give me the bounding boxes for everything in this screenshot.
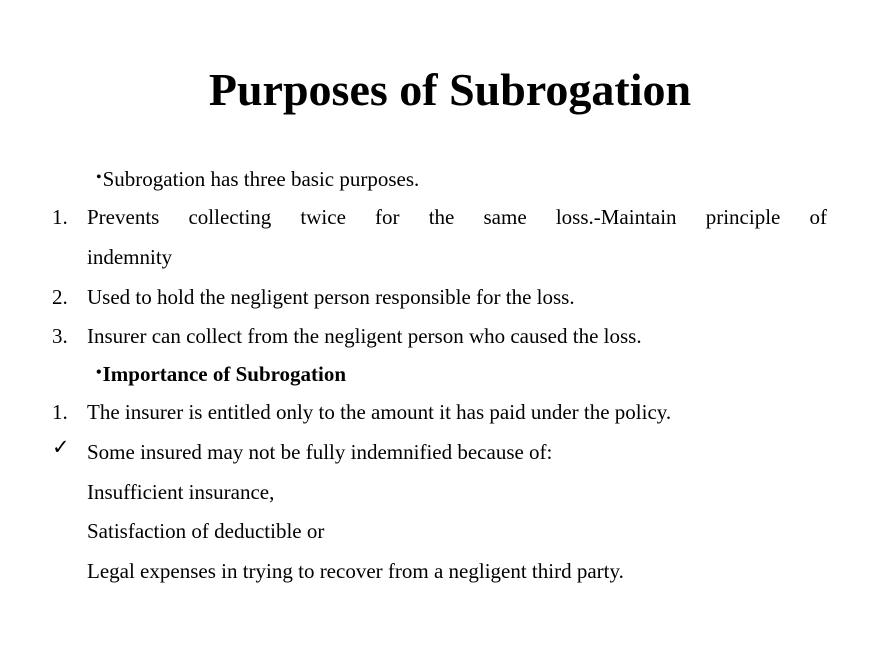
importance-heading-item xyxy=(96,360,346,387)
importance-1-text: The insurer is entitled only to the amount it has paid under the policy. xyxy=(87,400,672,424)
bullet-icon: • xyxy=(96,364,102,381)
intro-text: Subrogation has three basic purposes. xyxy=(102,167,420,191)
importance-heading: Importance of Subrogation xyxy=(102,362,347,386)
reason-3: Legal expenses in trying to recover from a negligent third party. xyxy=(87,559,624,583)
slide-title: Purposes of Subrogation xyxy=(208,64,692,115)
purpose-3-text: Insurer can collect from the negligent person who caused the loss. xyxy=(87,324,642,348)
purpose-2-text: Used to hold the negligent person responsible for the loss. xyxy=(87,285,575,309)
check-mark-icon: ✓ xyxy=(52,435,70,459)
bullet-icon: • xyxy=(96,169,102,186)
purpose-number-1: 1. xyxy=(52,205,68,229)
reason-2: Satisfaction of deductible or xyxy=(87,519,325,543)
purpose-number-3: 3. xyxy=(52,324,68,348)
importance-number-1: 1. xyxy=(52,400,68,424)
purpose-1-line2: indemnity xyxy=(87,245,173,269)
intro-bullet-item xyxy=(96,165,419,192)
reason-1: Insufficient insurance, xyxy=(87,480,275,504)
purpose-number-2: 2. xyxy=(52,285,68,309)
check-text: Some insured may not be fully indemnified because of: xyxy=(87,440,553,464)
purpose-1-line1: Prevents collecting twice for the same loss.-Maintain principle of xyxy=(87,205,827,229)
